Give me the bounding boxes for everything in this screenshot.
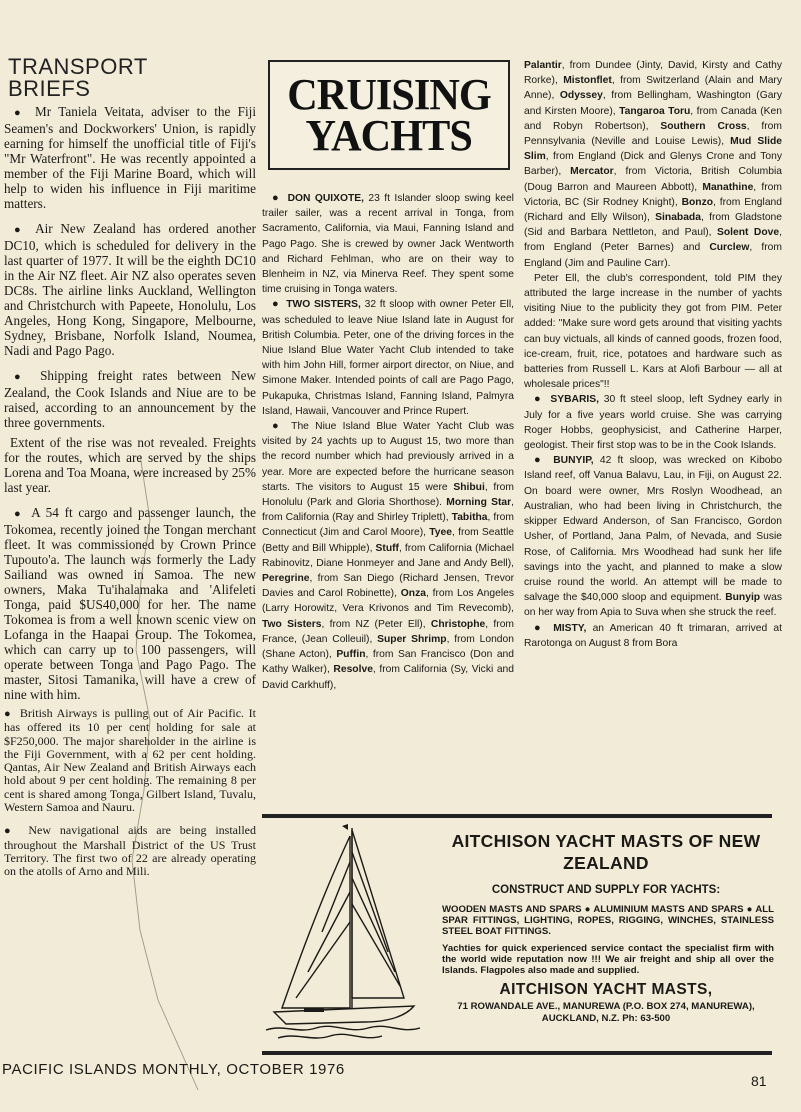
brief-paragraph: ● British Airways is pulling out of Air Pacific. It has offered its 10 per cent holding for sale at $F250,000. The major shareholder in the airline is the Fiji Government, with a 62 per cent holding. Qantas, Air New Zealand and British Airways each hold about 9 per cent holding. The remaining 8 per cent is shared among Tonga, Gilbert Island, Tuvalu, Western Samoa and Nauru. [4,706,256,815]
yacht-name: Mistonflet [563,75,612,87]
heading-line-2: YACHTS [305,111,473,160]
yacht-details: , from Seattle (Betty and Bill Whipple), [262,527,514,554]
yacht-details: , from San Diego (Richard Jensen, Trevor Davies and Carol Robinette), [262,573,514,600]
yacht-details: , from England (Peter Barnes) and [524,227,782,254]
yacht-name: Super Shrimp [377,633,447,645]
bullet-icon: ● [14,224,26,236]
visitor-list [262,482,514,691]
yacht-details: , from France, (Jean Colleuil), [262,618,514,645]
cruising-yachts-heading [268,60,510,170]
yacht-paragraph: ● TWO SISTERS, 32 ft sloop with owner Peter Ell, was scheduled to leave Niue Island late in August for British Columbia. Peter, one of the driving forces in the Niue Island Blue Water Yacht Club intended to take with him John Hill, former airport director, on Niue, and Simone Maker. Intended points of call are Pago Pago, Pukapuka, Christmas Island, Fanning Island, Palmyra Island, Hawaii, Vancouver and Prince Rupert. [262,298,514,417]
yacht-name: Resolve [333,664,373,676]
bullet-icon: ● [14,371,28,383]
yacht-name: Mercator [570,166,614,178]
yacht-details: , from Pennsylvania (Neville and Louise Lewis), [524,120,782,148]
bullet-icon: ● [534,454,544,467]
ad-subtitle: CONSTRUCT AND SUPPLY FOR YACHTS: [491,884,721,896]
bullet-icon: ● [4,825,17,838]
yacht-name: Palantir [524,60,562,71]
yacht-name: Tangaroa Toru [619,105,691,117]
ad-copy [438,830,774,1044]
ad-services: WOODEN MASTS AND SPARS ● ALUMINIUM MASTS AND SPARS ● ALL SPAR FITTINGS, LIGHTING, ROPES, RIGGING, WINCHES, STAINLESS STEEL BOAT FITTINGS. [442,904,774,938]
transport-briefs-title: TRANSPORT BRIEFS [8,56,148,101]
yacht-details: , from London (Shane Acton), [262,633,514,661]
yacht-details: , from Dundee (Jinty, David, Kirsty and Cathy Rorke), [524,60,782,87]
yacht-name: Curclew [709,242,750,254]
heading-line-1: CRUISING [287,70,491,119]
ad-bottom-rule [262,1051,772,1055]
yacht-details: , from California (Ray and Shirley Triplett), [262,497,514,524]
yacht-name: Two Sisters [262,618,322,630]
bullet-icon: ● [272,192,281,204]
ad-top-rule [262,814,772,818]
yacht-details: , from Honolulu (Park and Gloria Shorthose). [262,481,514,509]
yacht-name: Tabitha [451,512,488,524]
brief-paragraph: Extent of the rise was not revealed. Freights for the routes, which are served by the ships Lorena and Toa Moana, were increased by 25% last year. [4,435,256,495]
bullet-icon: ● [14,508,24,520]
ad-address: 71 ROWANDALE AVE., MANUREWA (P.O. BOX 274, MANUREWA), AUCKLAND, N.Z. Ph: 63-500 [457,1001,755,1024]
yacht-details: , from Los Angeles (Larry Horowitz, Vera Krivonos and Tim Revecomb), [262,588,514,615]
yacht-details: , from Victoria, British Columbia (Doug Barron and Maureen Abbott), [524,166,782,193]
yacht-name: Odyssey [559,90,603,102]
bullet-icon: ● [4,708,13,720]
brief-paragraph: ● A 54 ft cargo and passenger launch, the Tokomea, recently joined the Tongan merchant fleet. It was commissioned by Crown Prince Tupouto'a. The launch was formerly the Lady Sailiand was owned in Samoa. The new owners, Maka Tu'ihalamaka and 'Alifeleti Tonga, paid $US40,000 for her. The name Tokomea is from a well known scenic view on Lofanga in the Haapai Group. The Tokomea, which can carry up to 100 passengers, will operate between Tonga and Pago Pago. The master, Sitosi Tamanika, will have a crew of nine with him. [4,505,256,702]
visitor-list-continued [524,58,782,271]
yacht-paragraph: ● MISTY, an American 40 ft trimaran, arrived at Rarotonga on August 8 from Bora [524,621,782,649]
bullet-icon: ● [272,420,283,433]
yacht-details: , from England (Jim and Pauline Carr). [524,242,782,269]
yacht-paragraph: ● SYBARIS, 30 ft steel sloop, left Sydney early in July for a five years world cruise. She was carrying Roger Hobbs, geophysicist, and Catherine Harper, geologist. Their first stop was to be in the Cook Islands. [524,393,782,452]
bullet-icon: ● [272,298,280,311]
cruising-yachts-column-2 [524,58,782,803]
yacht-details: , from San Francisco (Don and Kathy Walker), [262,649,514,676]
ad-title: AITCHISON YACHT MASTS OF NEW ZEALAND [451,831,761,873]
yacht-name: Manathine [702,181,754,193]
yacht-paragraph: ● The Niue Island Blue Water Yacht Club was visited by 24 yachts up to August 15, two more than the record number which had previously arrived in a year. More are expected before the hurricane season starts. The visitors to August 15 were Shibui, from Honolulu (Park and Gloria Shorthose). Morning Star, from California (Ray and Shirley Triplett), Tabitha, from Connecticut (Jim and Carol Moore), Tyee, from Seattle (Betty and Bill Whipple), Stuff, from California (Michael Rabinovitz, Diane Honmeyer and Jane and Andy Bell), Peregrine, from San Diego (Richard Jensen, Trevor Davies and Carol Robinette), Onza, from Los Angeles (Larry Horowitz, Vera Krivonos and Tim Revecomb), Two Sisters, from NZ (Peter Ell), Christophe, from France, (Jean Colleuil), Super Shrimp, from London (Shane Acton), Puffin, from San Francisco (Don and Kathy Walker), Resolve, from California (Sy, Vicki and David Carkhuff), [262,420,514,691]
brief-paragraph: ● New navigational aids are being installed throughout the Marshall District of the US Trust Territory. The first two of 22 are already operating on the atolls of Arno and Mili. [4,823,256,879]
yacht-details: , from Victoria, BC (Sir Rodney Knight), [524,181,782,208]
yacht-details: , from England (Richard and Elly Wilson), [524,196,782,224]
yacht-details: , from NZ (Peter Ell), [321,618,431,630]
yacht-name: Sinabada [655,212,701,224]
yacht-name: Bonzo [681,196,714,208]
yacht-name: Stuff [375,542,399,554]
cruising-yachts-column-1 [262,191,514,801]
yacht-paragraph: Peter Ell, the club's correspondent, told PIM they attributed the large increase in the number of yachts visiting Niue to the publicity they got from PIM. Peter added: "Make sure word gets around that visiting yachts can buy victuals, all kinds of canned goods, frozen food, ice-cream, fruit, rice, potatoes and hardware such as batteries from Russell L. Kars at Alofi Barbour — all at wholesale prices"!! [524,272,782,391]
yacht-name: Shibui [453,481,485,493]
yacht-name: Tyee [429,527,452,539]
ad-company-name: AITCHISON YACHT MASTS, [499,981,713,999]
transport-briefs-column [4,56,256,1056]
yacht-name: Solent Dove [717,227,780,239]
brief-paragraph: ● Shipping freight rates between New Zealand, the Cook Islands and Niue are to be raised, according to an announcement by the three governments. [4,368,256,430]
brief-paragraph: ● Air New Zealand has ordered another DC10, which is scheduled for delivery in the last quarter of 1977. It will be the eighth DC10 in the Air NZ fleet. Air NZ also operates seven DC8s. The airline links Auckland, Wellington and Christchurch with Papeete, Honolulu, Los Angeles, Hong Kong, Singapore, Melbourne, Sydney, Brisbane, Norfolk Island, Noumea, Nadi and Pago Pago. [4,221,256,358]
yacht-name: Puffin [336,649,366,661]
yacht-name: Southern Cross [660,120,747,132]
yacht-details: , from Gladstone (Sid and Barbara Nettleton, and Paul), [524,212,782,239]
yacht-name: Onza [400,588,426,600]
yacht-details: , from Connecticut (Jim and Carol Moore), [262,512,514,539]
bullet-icon: ● [534,621,544,634]
page-number: 81 [751,1073,767,1089]
brief-paragraph: ● Mr Taniela Veitata, adviser to the Fiji Seamen's and Dockworkers' Union, is rapidly earning for himself the unofficial title of Fiji's "Mr Waterfront". He was recently appointed a member of the Fiji Marine Board, which will help to widen his influence in Fiji maritime matters. [4,104,256,211]
bullet-icon: ● [14,107,25,119]
ad-contact-text: Yachties for quick experienced service contact the specialist firm with the world wide reputation now !!! We air freight and ship all over the Islands. Flagpoles also made and supplied. [442,942,774,977]
yacht-details: , from Canada (Ken and Robyn Robertson), [524,105,782,132]
yacht-details: , from England (Dick and Glenys Crone and Tony Barber), [524,151,782,178]
bullet-icon: ● [534,393,543,406]
yacht-paragraph: ● DON QUIXOTE, 23 ft Islander sloop swing keel trailer sailer, was a recent arrival in Tonga, from Sacramento, California, via Maui, Fanning Island and Pago Pago. She is crewed by owner Jack Wentworth and Richard Fehlman, who are on their way to Blenheim in NZ, via Minerva Reef. They spent some time cruising in Tonga waters. [262,192,514,296]
publication-footer: PACIFIC ISLANDS MONTHLY, OCTOBER 1976 [2,1061,345,1078]
yacht-name: Mud Slide Slim [524,136,782,163]
yacht-name: Christophe [430,618,486,630]
yacht-details: , from California (Sy, Vicki and David Carkhuff), [262,664,514,691]
yacht-paragraph: ● BUNYIP, 42 ft sloop, was wrecked on Kibobo Island reef, off Vanua Balavu, Lau, in Fiji, on August 22. On board were owner, Mrs Roslyn Woodhead, an Australian, who had been living in Christchurch, the skipper Edward Anderson, of San Francisco, Gordon Usher, of Portland, Jana Palm, of Nevada, and Susie Rose, of California. Mrs Woodhead had sunk her life savings into the yacht, and planned to make a slow cruise round the world. An attempt will be made to salvage the $40,000 sloop and equipment. Bunyip was on her way from Apia to Suva when she struck the reef. [524,454,782,619]
sailboat-illustration [264,822,422,1044]
yacht-name: Peregrine [262,573,310,585]
yacht-details: , from Switzerland (Alain and Mary Anne), [524,75,782,102]
yacht-name: Morning Star [446,497,512,509]
yacht-details: , from Bellingham, Washington (Gary and Kirsten Moore), [524,90,782,117]
yacht-details: , from California (Michael Rabinovitz, Diane Honmeyer and Jane and Andy Bell), [262,542,514,569]
